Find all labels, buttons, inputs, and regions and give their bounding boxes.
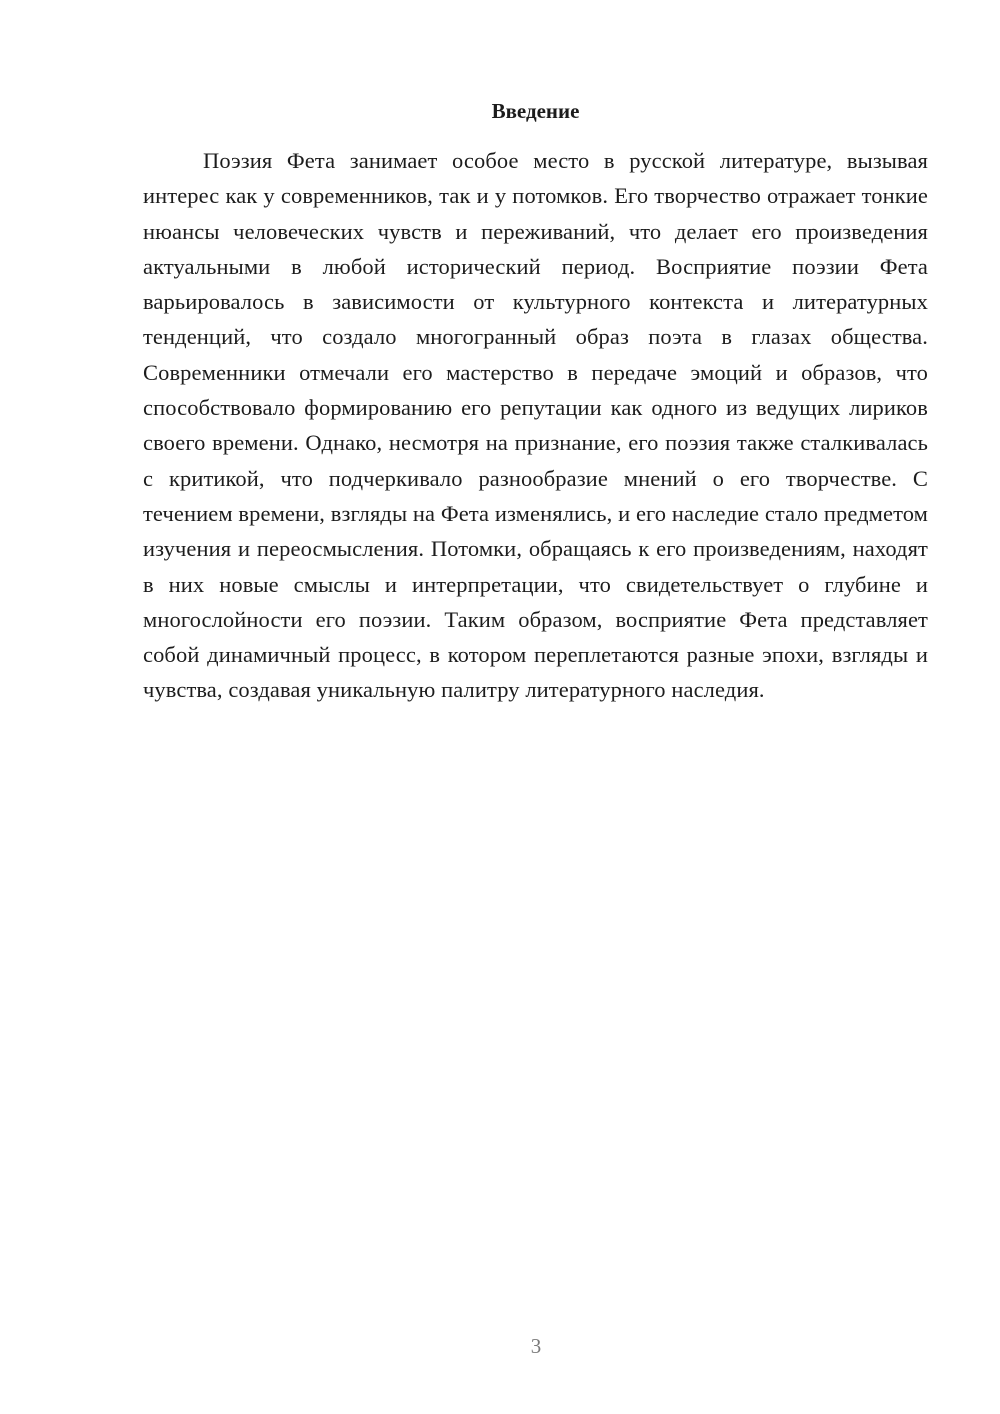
section-heading: Введение — [491, 99, 580, 123]
body-paragraph: Поэзия Фета занимает особое место в русской литературе, вызывая интерес как у современников, так и у потомков. Его творчество отражает тонкие нюансы человеческих чувств и переживаний, что делает его произведения актуальными в любой исторический период. Восприятие поэзии Фета варьировалось в зависимости от культурного контекста и литературных тенденций, что создало многогранный образ поэта в глазах общества. Современники отмечали его мастерство в передаче эмоций и образов, что способствовало формированию его репутации как одного из ведущих лириков своего времени. Однако, несмотря на признание, его поэзия также сталкивалась с критикой, что подчеркивало разнообразие мнений о его творчестве. С течением времени, взгляды на Фета изменялись, и его наследие стало предметом изучения и переосмысления. Потомки, обращаясь к его произведениям, находят в них новые смыслы и интерпретации, что свидетельствует о глубине и многослойности его поэзии. Таким образом, восприятие Фета представляет собой динамичный процесс, в котором переплетаются разные эпохи, взгляды и чувства, создавая уникальную палитру литературного наследия. — [143, 148, 928, 703]
page-number: 3 — [530, 1334, 542, 1358]
